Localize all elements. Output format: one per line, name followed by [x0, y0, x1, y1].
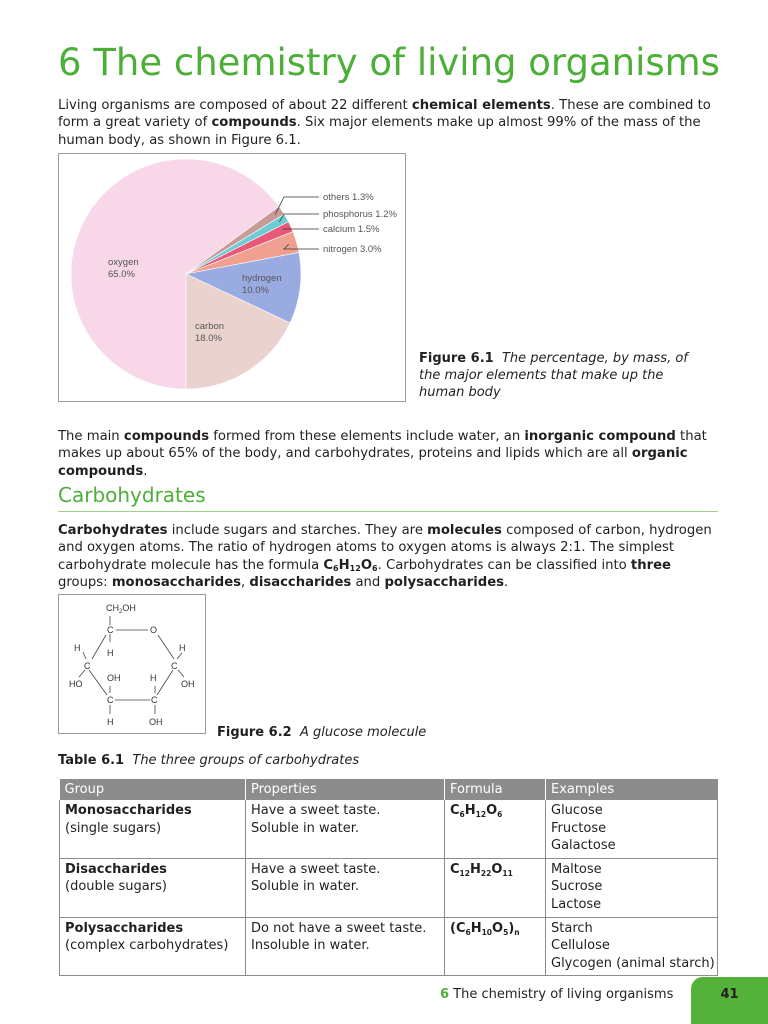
chapter-title: [58, 38, 720, 88]
formula-cell: $C_{12}H_{22}O_{11}$: [445, 858, 546, 917]
properties-cell: Have a sweet taste. Soluble in water.: [246, 858, 445, 917]
table-6-1-caption: Table 6.1 The three groups of carbohydrates: [58, 753, 360, 768]
formula-cell: $C_6H_{12}O_6$: [445, 800, 546, 858]
header-formula: Formula: [445, 779, 546, 800]
header-group: Group: [60, 779, 246, 800]
hydrogen-atom: H: [150, 673, 157, 683]
glucose-bonds: [79, 616, 184, 714]
glucose-molecule-figure: [58, 594, 206, 734]
carbon-atom: C: [171, 661, 178, 671]
chapter-number: 6: [58, 41, 82, 84]
intro-paragraph: Living organisms are composed of about 22 different chemical elements. These are combined to form a great variety of compounds. Six major elements make up almost 99% of the mass of the human body, as shown in Figure 6.1.: [58, 98, 711, 148]
compounds-paragraph: The main compounds formed from these elements include water, an inorganic compound that makes up about 65% of the body, and carbohydrates, proteins and lipids which are all organic compounds.: [58, 429, 707, 479]
hydroxyl-label: OH: [107, 673, 121, 683]
properties-cell: Have a sweet taste. Soluble in water.: [246, 800, 445, 858]
page-number: 41: [720, 987, 739, 1002]
hydroxyl-label: OH: [181, 679, 195, 689]
hydrogen-atom: H: [107, 648, 114, 658]
carbon-atom: C: [107, 625, 114, 635]
chapter-title-text: The chemistry of living organisms: [93, 41, 720, 84]
figure-6-2-caption: Figure 6.2 A glucose molecule: [217, 725, 427, 740]
carbon-atom: C: [151, 695, 158, 705]
glucose-molecule-diagram: [59, 595, 207, 735]
section-divider: [58, 511, 718, 512]
table-row: [60, 800, 718, 858]
formula-cell: $(C_6H_{10}O_5)_n$: [445, 917, 546, 976]
header-examples: Examples: [546, 779, 718, 800]
ch2oh-label: $CH_2OH$: [106, 603, 136, 615]
table-header-row: [60, 779, 718, 800]
pie-label-carbon: carbon 18.0%: [195, 321, 225, 344]
group-cell: Disaccharides (double sugars): [60, 858, 246, 917]
pie-label-phosphorus: phosphorus 1.2%: [323, 209, 397, 220]
hydrogen-atom: H: [179, 643, 186, 653]
pie-label-others: others 1.3%: [323, 192, 374, 203]
oxygen-atom: O: [150, 625, 158, 635]
footer-chapter-number: 6: [440, 987, 450, 1002]
table-row: [60, 858, 718, 917]
footer-chapter-title: The chemistry of living organisms: [449, 987, 674, 1002]
section-heading: Carbohydrates: [58, 483, 206, 507]
examples-cell: Glucose Fructose Galactose: [546, 800, 718, 858]
group-cell: Monosaccharides (single sugars): [60, 800, 246, 858]
carbon-atom: C: [107, 695, 114, 705]
running-footer: [440, 987, 673, 1002]
pie-label-calcium: calcium 1.5%: [323, 224, 380, 235]
pie-label-hydrogen: hydrogen 10.0%: [242, 273, 282, 296]
table-row: [60, 917, 718, 976]
hydroxyl-label: OH: [149, 717, 163, 727]
carbon-atom: C: [84, 661, 91, 671]
pie-label-nitrogen: nitrogen 3.0%: [323, 244, 382, 255]
examples-cell: Maltose Sucrose Lactose: [546, 858, 718, 917]
group-cell: Polysaccharides (complex carbohydrates): [60, 917, 246, 976]
pie-chart: [59, 154, 407, 403]
hydrogen-atom: H: [74, 643, 81, 653]
properties-cell: Do not have a sweet taste. Insoluble in water.: [246, 917, 445, 976]
header-properties: Properties: [246, 779, 445, 800]
glucose-formula: $C_6H_{12}O_6$: [323, 557, 378, 573]
hydrogen-atom: H: [107, 717, 114, 727]
hydroxyl-label: HO: [69, 679, 83, 689]
carbohydrates-paragraph: Carbohydrates include sugars and starches. They are molecules composed of carbon, hydrogen and oxygen atoms. The ratio of hydrogen atoms to oxygen atoms is always 2:1. The simplest carbohydrate molecule has the formula $C_6H_{12}O_6$. Carbohydrates can be classified into three groups: monosaccharides, disaccharides and polysaccharides.: [58, 523, 712, 590]
pie-label-oxygen: oxygen 65.0%: [108, 257, 139, 280]
examples-cell: Starch Cellulose Glycogen (animal starch): [546, 917, 718, 976]
carbohydrates-table: [59, 779, 718, 976]
pie-chart-figure: [58, 153, 406, 402]
figure-6-1-caption: Figure 6.1 The percentage, by mass, of the major elements that make up the human body: [419, 351, 688, 400]
